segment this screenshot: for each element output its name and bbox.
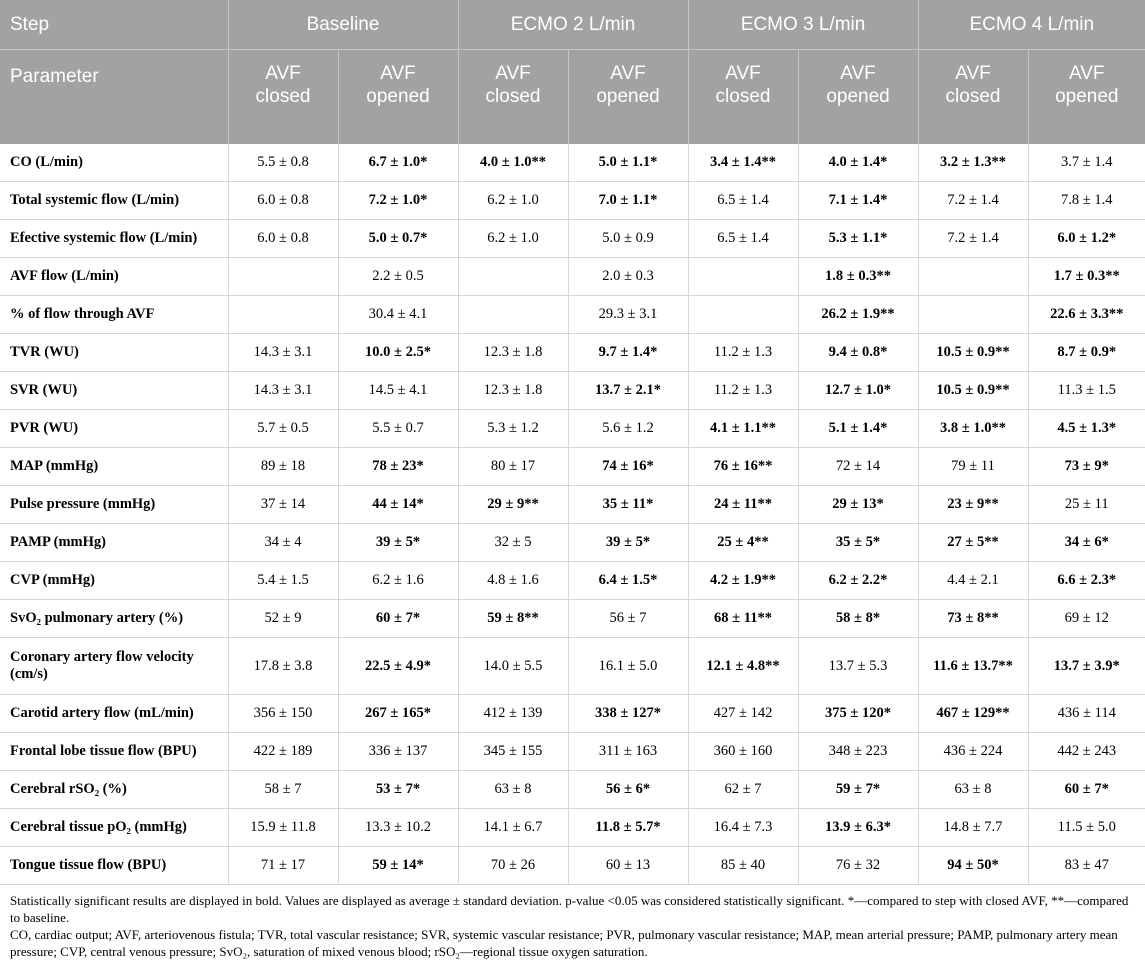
table-cell: 3.4 ± 1.4**	[688, 144, 798, 182]
table-cell: 85 ± 40	[688, 847, 798, 885]
table-cell: 7.2 ± 1.4	[918, 182, 1028, 220]
condition-header-closed: AVF closed	[918, 50, 1028, 145]
table-cell: 5.5 ± 0.7	[338, 410, 458, 448]
table-cell: 17.8 ± 3.8	[228, 638, 338, 695]
header-row-steps	[0, 0, 1145, 50]
table-cell: 32 ± 5	[458, 524, 568, 562]
table-cell: 58 ± 7	[228, 771, 338, 809]
table-cell: 436 ± 114	[1028, 695, 1145, 733]
table-footnotes	[0, 885, 1145, 960]
table-row	[0, 486, 1145, 524]
table-cell: 1.7 ± 0.3**	[1028, 258, 1145, 296]
table-row	[0, 562, 1145, 600]
table-cell	[688, 296, 798, 334]
table-cell: 6.7 ± 1.0*	[338, 144, 458, 182]
row-label: PVR (WU)	[0, 410, 228, 448]
table-cell: 336 ± 137	[338, 733, 458, 771]
table-row	[0, 296, 1145, 334]
table-cell: 59 ± 8**	[458, 600, 568, 638]
table-cell: 13.9 ± 6.3*	[798, 809, 918, 847]
table-cell: 63 ± 8	[458, 771, 568, 809]
table-cell: 22.5 ± 4.9*	[338, 638, 458, 695]
table-cell: 11.6 ± 13.7**	[918, 638, 1028, 695]
table-cell: 11.2 ± 1.3	[688, 334, 798, 372]
condition-header-closed: AVF closed	[228, 50, 338, 145]
table-cell: 412 ± 139	[458, 695, 568, 733]
row-label: TVR (WU)	[0, 334, 228, 372]
table-cell: 16.1 ± 5.0	[568, 638, 688, 695]
table-cell: 22.6 ± 3.3**	[1028, 296, 1145, 334]
table-cell: 10.5 ± 0.9**	[918, 334, 1028, 372]
table-cell: 10.5 ± 0.9**	[918, 372, 1028, 410]
table-row	[0, 847, 1145, 885]
parameter-header: Parameter	[0, 50, 228, 145]
table-cell: 375 ± 120*	[798, 695, 918, 733]
table-cell: 4.2 ± 1.9**	[688, 562, 798, 600]
table-cell: 5.3 ± 1.1*	[798, 220, 918, 258]
table-cell: 29 ± 9**	[458, 486, 568, 524]
table-row	[0, 220, 1145, 258]
condition-header-closed: AVF closed	[458, 50, 568, 145]
group-header-ecmo-2: ECMO 2 L/min	[458, 0, 688, 50]
row-label: CVP (mmHg)	[0, 562, 228, 600]
table-cell: 73 ± 9*	[1028, 448, 1145, 486]
table-cell: 338 ± 127*	[568, 695, 688, 733]
table-cell: 1.8 ± 0.3**	[798, 258, 918, 296]
table-cell: 4.1 ± 1.1**	[688, 410, 798, 448]
table-cell: 5.0 ± 0.7*	[338, 220, 458, 258]
row-label: SVR (WU)	[0, 372, 228, 410]
table-cell: 5.0 ± 0.9	[568, 220, 688, 258]
condition-header-opened: AVF opened	[1028, 50, 1145, 145]
table-row	[0, 258, 1145, 296]
table-cell: 59 ± 14*	[338, 847, 458, 885]
table-cell: 25 ± 11	[1028, 486, 1145, 524]
row-label: SvO₂ pulmonary artery (%)	[0, 600, 228, 638]
table-cell: 13.7 ± 3.9*	[1028, 638, 1145, 695]
table-cell: 69 ± 12	[1028, 600, 1145, 638]
table-cell: 6.5 ± 1.4	[688, 182, 798, 220]
table-cell: 30.4 ± 4.1	[338, 296, 458, 334]
table-cell: 13.7 ± 2.1*	[568, 372, 688, 410]
table-cell: 14.5 ± 4.1	[338, 372, 458, 410]
table-cell: 442 ± 243	[1028, 733, 1145, 771]
row-label: PAMP (mmHg)	[0, 524, 228, 562]
table-cell: 29.3 ± 3.1	[568, 296, 688, 334]
table-cell: 8.7 ± 0.9*	[1028, 334, 1145, 372]
table-cell: 73 ± 8**	[918, 600, 1028, 638]
table-cell: 9.7 ± 1.4*	[568, 334, 688, 372]
table-cell: 52 ± 9	[228, 600, 338, 638]
table-row	[0, 733, 1145, 771]
table-cell: 4.4 ± 2.1	[918, 562, 1028, 600]
table-cell: 14.0 ± 5.5	[458, 638, 568, 695]
condition-header-opened: AVF opened	[568, 50, 688, 145]
table-cell: 12.3 ± 1.8	[458, 372, 568, 410]
row-label: % of flow through AVF	[0, 296, 228, 334]
table-cell: 13.3 ± 10.2	[338, 809, 458, 847]
table-cell: 12.3 ± 1.8	[458, 334, 568, 372]
table-cell: 34 ± 6*	[1028, 524, 1145, 562]
table-cell: 4.0 ± 1.4*	[798, 144, 918, 182]
table-cell: 5.6 ± 1.2	[568, 410, 688, 448]
table-cell: 345 ± 155	[458, 733, 568, 771]
table-row	[0, 638, 1145, 695]
row-label: Tongue tissue flow (BPU)	[0, 847, 228, 885]
table-cell: 3.8 ± 1.0**	[918, 410, 1028, 448]
table-cell: 56 ± 6*	[568, 771, 688, 809]
table-cell: 25 ± 4**	[688, 524, 798, 562]
table-cell: 2.2 ± 0.5	[338, 258, 458, 296]
table-cell: 6.2 ± 2.2*	[798, 562, 918, 600]
table-cell	[918, 258, 1028, 296]
table-cell: 7.2 ± 1.0*	[338, 182, 458, 220]
table-cell: 79 ± 11	[918, 448, 1028, 486]
table-cell: 89 ± 18	[228, 448, 338, 486]
group-header-baseline: Baseline	[228, 0, 458, 50]
table-cell: 27 ± 5**	[918, 524, 1028, 562]
table-cell: 6.0 ± 0.8	[228, 220, 338, 258]
table-cell: 11.3 ± 1.5	[1028, 372, 1145, 410]
table-cell: 35 ± 5*	[798, 524, 918, 562]
table-cell	[228, 296, 338, 334]
table-cell: 56 ± 7	[568, 600, 688, 638]
table-cell: 427 ± 142	[688, 695, 798, 733]
table-cell: 360 ± 160	[688, 733, 798, 771]
table-cell: 14.3 ± 3.1	[228, 372, 338, 410]
table-cell: 2.0 ± 0.3	[568, 258, 688, 296]
table-cell: 11.8 ± 5.7*	[568, 809, 688, 847]
condition-header-closed: AVF closed	[688, 50, 798, 145]
condition-header-opened: AVF opened	[338, 50, 458, 145]
row-label: Efective systemic flow (L/min)	[0, 220, 228, 258]
table-cell	[458, 296, 568, 334]
table-body	[0, 144, 1145, 885]
table-cell: 80 ± 17	[458, 448, 568, 486]
table-cell: 60 ± 7*	[1028, 771, 1145, 809]
table-cell: 15.9 ± 11.8	[228, 809, 338, 847]
table-row	[0, 524, 1145, 562]
table-cell: 6.2 ± 1.0	[458, 182, 568, 220]
table-cell: 6.2 ± 1.6	[338, 562, 458, 600]
table-cell: 356 ± 150	[228, 695, 338, 733]
table-row	[0, 600, 1145, 638]
table-cell: 34 ± 4	[228, 524, 338, 562]
table-cell: 83 ± 47	[1028, 847, 1145, 885]
table-cell: 4.5 ± 1.3*	[1028, 410, 1145, 448]
table-cell: 11.2 ± 1.3	[688, 372, 798, 410]
table-cell: 13.7 ± 5.3	[798, 638, 918, 695]
row-label: Cerebral tissue pO₂ (mmHg)	[0, 809, 228, 847]
table-cell: 12.1 ± 4.8**	[688, 638, 798, 695]
table-row	[0, 334, 1145, 372]
table-cell: 6.5 ± 1.4	[688, 220, 798, 258]
condition-header-opened: AVF opened	[798, 50, 918, 145]
table-row	[0, 809, 1145, 847]
footnote-significance: Statistically significant results are displayed in bold. Values are displayed as average ± standard deviation. p-value <0.05 was considered statistically significant. *—compared to step with closed AVF, **—compared to baseline.	[10, 893, 1129, 925]
table-cell: 6.4 ± 1.5*	[568, 562, 688, 600]
table-cell: 14.8 ± 7.7	[918, 809, 1028, 847]
table-cell: 58 ± 8*	[798, 600, 918, 638]
group-header-ecmo-4: ECMO 4 L/min	[918, 0, 1145, 50]
table-cell: 74 ± 16*	[568, 448, 688, 486]
table-cell: 63 ± 8	[918, 771, 1028, 809]
table-cell: 35 ± 11*	[568, 486, 688, 524]
table-cell: 26.2 ± 1.9**	[798, 296, 918, 334]
table-cell: 7.8 ± 1.4	[1028, 182, 1145, 220]
table-cell: 24 ± 11**	[688, 486, 798, 524]
table-cell: 5.4 ± 1.5	[228, 562, 338, 600]
table-cell: 60 ± 13	[568, 847, 688, 885]
table-cell: 7.2 ± 1.4	[918, 220, 1028, 258]
table-cell: 16.4 ± 7.3	[688, 809, 798, 847]
table-cell: 6.0 ± 1.2*	[1028, 220, 1145, 258]
table-cell: 5.0 ± 1.1*	[568, 144, 688, 182]
table-cell: 70 ± 26	[458, 847, 568, 885]
table-cell	[918, 296, 1028, 334]
table-cell: 422 ± 189	[228, 733, 338, 771]
table-cell: 12.7 ± 1.0*	[798, 372, 918, 410]
table-row	[0, 448, 1145, 486]
table-row	[0, 771, 1145, 809]
table-cell: 467 ± 129**	[918, 695, 1028, 733]
table-cell: 5.7 ± 0.5	[228, 410, 338, 448]
row-label: Cerebral rSO₂ (%)	[0, 771, 228, 809]
table-cell: 436 ± 224	[918, 733, 1028, 771]
table-cell: 39 ± 5*	[568, 524, 688, 562]
table-cell: 5.1 ± 1.4*	[798, 410, 918, 448]
table-cell: 78 ± 23*	[338, 448, 458, 486]
row-label: Pulse pressure (mmHg)	[0, 486, 228, 524]
table-cell: 6.2 ± 1.0	[458, 220, 568, 258]
header-row-parameters	[0, 50, 1145, 145]
row-label: Coronary artery flow velocity (cm/s)	[0, 638, 228, 695]
table-cell: 72 ± 14	[798, 448, 918, 486]
table-cell: 62 ± 7	[688, 771, 798, 809]
table-cell: 14.1 ± 6.7	[458, 809, 568, 847]
table-cell	[688, 258, 798, 296]
table-cell: 59 ± 7*	[798, 771, 918, 809]
table-cell: 4.8 ± 1.6	[458, 562, 568, 600]
table-row	[0, 372, 1145, 410]
table-cell: 76 ± 32	[798, 847, 918, 885]
table-cell: 5.3 ± 1.2	[458, 410, 568, 448]
table-cell: 9.4 ± 0.8*	[798, 334, 918, 372]
table-cell: 3.7 ± 1.4	[1028, 144, 1145, 182]
table-cell: 5.5 ± 0.8	[228, 144, 338, 182]
table-cell: 29 ± 13*	[798, 486, 918, 524]
table-cell	[458, 258, 568, 296]
table-cell	[228, 258, 338, 296]
table-cell: 39 ± 5*	[338, 524, 458, 562]
table-cell: 60 ± 7*	[338, 600, 458, 638]
table-cell: 14.3 ± 3.1	[228, 334, 338, 372]
table-cell: 11.5 ± 5.0	[1028, 809, 1145, 847]
table-cell: 10.0 ± 2.5*	[338, 334, 458, 372]
table-cell: 348 ± 223	[798, 733, 918, 771]
row-label: Frontal lobe tissue flow (BPU)	[0, 733, 228, 771]
row-label: Carotid artery flow (mL/min)	[0, 695, 228, 733]
group-header-ecmo-3: ECMO 3 L/min	[688, 0, 918, 50]
table-cell: 71 ± 17	[228, 847, 338, 885]
table-cell: 7.1 ± 1.4*	[798, 182, 918, 220]
table-cell: 37 ± 14	[228, 486, 338, 524]
row-label: AVF flow (L/min)	[0, 258, 228, 296]
table-row	[0, 695, 1145, 733]
row-label: CO (L/min)	[0, 144, 228, 182]
table-cell: 4.0 ± 1.0**	[458, 144, 568, 182]
table-row	[0, 410, 1145, 448]
table-cell: 6.6 ± 2.3*	[1028, 562, 1145, 600]
footnote-abbreviations: CO, cardiac output; AVF, arteriovenous fistula; TVR, total vascular resistance; SVR, systemic vascular resistance; PVR, pulmonary vascular resistance; MAP, mean arterial pressure; PAMP, pulmonary artery mean pressure; CVP, central venous pressure; SvO₂, saturation of mixed venous blood; rSO₂—regional tissue oxygen saturation.	[10, 927, 1118, 959]
step-header: Step	[0, 0, 228, 50]
table-cell: 311 ± 163	[568, 733, 688, 771]
row-label: Total systemic flow (L/min)	[0, 182, 228, 220]
table-row	[0, 144, 1145, 182]
table-cell: 68 ± 11**	[688, 600, 798, 638]
table-row	[0, 182, 1145, 220]
table-cell: 53 ± 7*	[338, 771, 458, 809]
table-cell: 44 ± 14*	[338, 486, 458, 524]
table-cell: 23 ± 9**	[918, 486, 1028, 524]
table-cell: 7.0 ± 1.1*	[568, 182, 688, 220]
row-label: MAP (mmHg)	[0, 448, 228, 486]
table-cell: 6.0 ± 0.8	[228, 182, 338, 220]
table-cell: 94 ± 50*	[918, 847, 1028, 885]
table-cell: 267 ± 165*	[338, 695, 458, 733]
table-cell: 76 ± 16**	[688, 448, 798, 486]
table-cell: 3.2 ± 1.3**	[918, 144, 1028, 182]
